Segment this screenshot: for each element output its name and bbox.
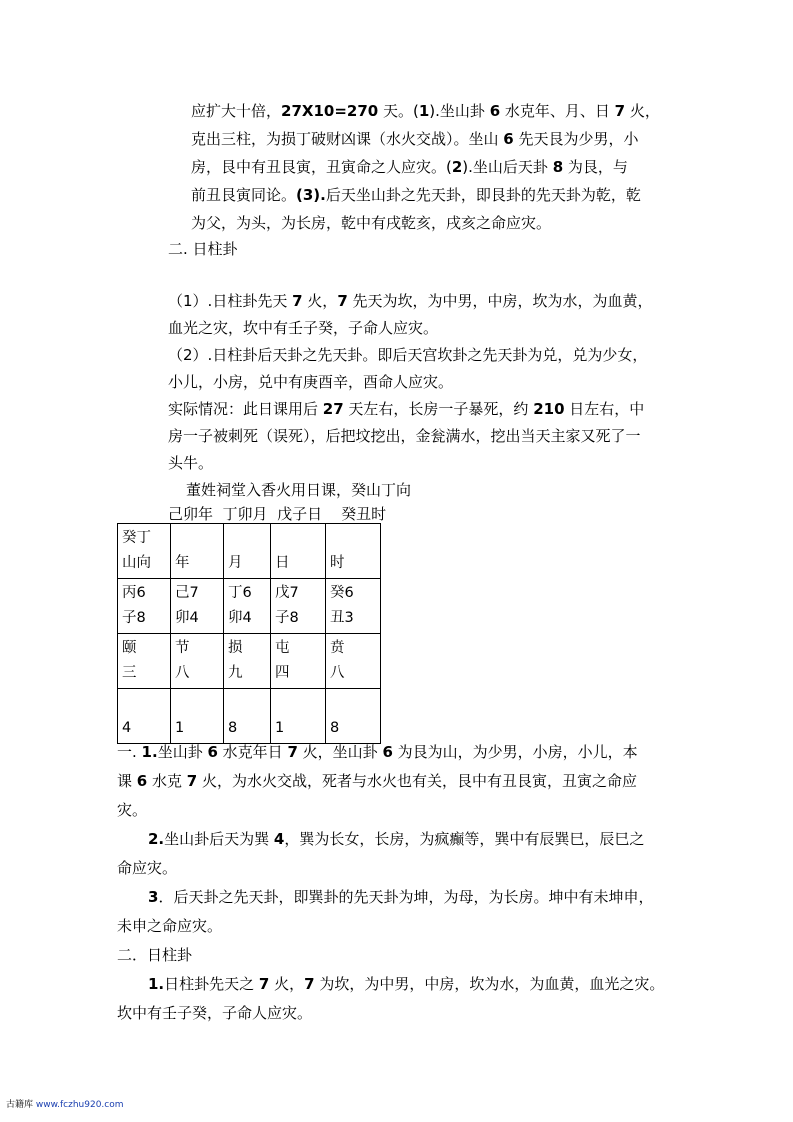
table-cell: 1 [171, 689, 224, 744]
paragraph-line: 2.坐山卦后天为巽 4，巽为长女，长房，为疯癫等，巽中有辰巽巳，辰巳之 [148, 830, 645, 848]
table-row [118, 579, 381, 634]
paragraph-line: 应扩大十倍，27X10=270 天。(1).坐山卦 6 水克年、月、日 7 火， [191, 102, 660, 120]
case-pillars: 己卯年 丁卯月 戊子日 癸丑时 [168, 505, 387, 523]
table-cell: 月 [224, 524, 271, 579]
table-cell: 屯 四 [271, 634, 326, 689]
paragraph-line: 未申之命应灾。 [117, 917, 223, 935]
paragraph-line: 小儿，小房，兑中有庚酉辛，酉命人应灾。 [168, 373, 454, 391]
table-cell: 颐 三 [118, 634, 171, 689]
table-cell: 癸丁 山向 [118, 524, 171, 579]
table-cell: 己7 卯4 [171, 579, 224, 634]
paragraph-line: 前丑艮寅同论。(3).后天坐山卦之先天卦，即艮卦的先天卦为乾，乾 [191, 186, 641, 204]
paragraph-line: 1.日柱卦先天之 7 火，7 为坎，为中男，中房，坎为水，为血黄，血光之灾。 [148, 975, 665, 993]
table-cell: 日 [271, 524, 326, 579]
paragraph-line: 课 6 水克 7 火，为水火交战，死者与水火也有关，艮中有丑艮寅，丑寅之命应 [117, 772, 637, 790]
case-title: 董姓祠堂入香火用日课，癸山丁向 [186, 481, 412, 499]
table-cell: 年 [171, 524, 224, 579]
table-row [118, 689, 381, 744]
table-cell: 损 九 [224, 634, 271, 689]
paragraph-line: 灾。 [117, 801, 148, 819]
table-cell: 时 [326, 524, 381, 579]
footer [6, 1097, 124, 1110]
table-cell: 4 [118, 689, 171, 744]
hexagram-table [117, 523, 381, 744]
paragraph-line: 命应灾。 [117, 859, 178, 877]
paragraph-line: 房，艮中有丑艮寅，丑寅命之人应灾。(2).坐山后天卦 8 为艮，与 [191, 158, 628, 176]
paragraph-line: 头牛。 [168, 454, 214, 472]
table-cell: 8 [224, 689, 271, 744]
paragraph-line: 3．后天卦之先天卦，即巽卦的先天卦为坤，为母，为长房。坤中有未坤申， [148, 888, 654, 906]
table-cell: 癸6 丑3 [326, 579, 381, 634]
table-cell: 贲 八 [326, 634, 381, 689]
paragraph-line: 为父，为头，为长房，乾中有戌乾亥，戌亥之命应灾。 [191, 214, 552, 232]
section-heading: 二. 日柱卦 [168, 240, 238, 258]
paragraph-line: 房一子被刺死（误死），后把坟挖出，金瓮满水，挖出当天主家又死了一 [168, 427, 641, 445]
footer-site-name: 古籍库 [6, 1100, 34, 1110]
paragraph-line: 血光之灾，坎中有壬子癸，子命人应灾。 [168, 319, 439, 337]
table-row [118, 634, 381, 689]
footer-url[interactable]: www.fczhu920.com [35, 1100, 124, 1110]
table-cell: 1 [271, 689, 326, 744]
table-cell: 8 [326, 689, 381, 744]
table-cell: 丙6 子8 [118, 579, 171, 634]
paragraph-line: 克出三柱，为损丁破财凶课（水火交战）。坐山 6 先天艮为少男，小 [191, 130, 639, 148]
paragraph-line: （2）.日柱卦后天卦之先天卦。即后天宫坎卦之先天卦为兑，兑为少女， [168, 346, 648, 364]
section-heading: 二．日柱卦 [117, 946, 193, 964]
table-cell: 戊7 子8 [271, 579, 326, 634]
table-cell: 节 八 [171, 634, 224, 689]
table-cell: 丁6 卯4 [224, 579, 271, 634]
table-row [118, 524, 381, 579]
paragraph-line: 实际情况：此日课用后 27 天左右，长房一子暴死，约 210 日左右，中 [168, 400, 645, 418]
paragraph-line: （1）.日柱卦先天 7 火，7 先天为坎，为中男，中房，坎为水，为血黄， [168, 292, 653, 310]
paragraph-line: 一. 1.坐山卦 6 水克年日 7 火，坐山卦 6 为艮为山，为少男，小房，小儿，本 [117, 743, 638, 761]
paragraph-line: 坎中有壬子癸，子命人应灾。 [117, 1004, 313, 1022]
